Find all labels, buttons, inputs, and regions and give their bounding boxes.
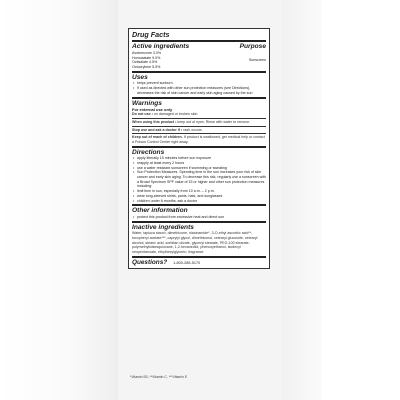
active-ingredient: Octisalate 4.5% [132, 60, 158, 65]
do-not-use-row: Do not use • on damaged or broken skin [132, 112, 198, 117]
footnote: *Vitamin B3, **Vitamin C, ***Vitamin E [130, 375, 188, 379]
active-ingredient: Homosalate 9.0% [132, 55, 161, 60]
external-use: For external use only [132, 107, 173, 113]
directions-list [132, 156, 266, 203]
list-item: • if used as directed with other sun protection measures (see Directions), decreases the risk of skin cancer and early skin aging caused by the sun [137, 86, 266, 95]
other-info-header: Other information [132, 207, 188, 215]
when-using-label: When using this product [132, 119, 175, 124]
divider [132, 146, 266, 148]
when-using-text: keep out of eyes. Rinse with water to remove. [177, 119, 251, 124]
questions-row [132, 259, 266, 266]
divider [132, 133, 266, 134]
divider [132, 204, 266, 206]
active-ingredient: Octocrylene 5.5% [132, 65, 161, 70]
purpose-value: Sunscreen [248, 58, 266, 63]
list-item: • children under 6 months: ask a doctor [137, 199, 266, 204]
divider [132, 256, 266, 258]
list-item: • protect this product from excessive heat and direct sun [137, 215, 266, 220]
do-not-use-text: on damaged or broken skin [153, 112, 198, 117]
warnings-header: Warnings [132, 99, 162, 107]
divider [132, 71, 266, 73]
divider [132, 221, 266, 223]
questions-phone: 1-800-285-5170 [173, 260, 201, 265]
inactive-text: Water, tapioca starch, dimethicone, niacinamide*, 3-O-ethyl ascorbic acid**, tocopheryl acetate***, caprylyl glycol, dimethiconol, cetearyl glucoside, cetearyl alcohol, stearic acid, sorbitan olivate, glyceryl stearate, PEG-100 stearate, polymethylsilsesquioxane, 1,2-hexanediol, phenoxyethanol, isodecyl neopentanoate, ethylhexylglycerin, fragrance [132, 231, 258, 254]
keep-out-row [132, 135, 266, 144]
carton-edge [282, 0, 322, 400]
uses-list [132, 81, 266, 95]
do-not-use-label: Do not use [132, 112, 151, 117]
list-item: • helps prevent sunburn [137, 81, 266, 86]
active-ingredients-header: Active ingredients [132, 43, 190, 51]
list-item: • limit time in sun, especially from 10 a.m. – 2 p.m. [137, 189, 266, 194]
active-ingredient: Avobenzone 3.0% [132, 51, 162, 55]
active-ingredients-list [132, 51, 266, 70]
list-item: • reapply at least every 2 hours [137, 161, 266, 166]
inactive-header: Inactive ingredients [132, 223, 194, 231]
divider [132, 126, 266, 127]
directions-header: Directions [132, 148, 165, 156]
keep-out-label: Keep out of reach of children. [132, 135, 183, 140]
other-info-list [132, 215, 266, 220]
list-item: • use a water resistant sunscreen if swimming or sweating [137, 166, 266, 171]
stop-use-label: Stop use and ask a doctor if [132, 127, 180, 132]
divider [132, 118, 266, 119]
list-item: • apply liberally 15 minutes before sun exposure [137, 156, 266, 161]
stop-use-row: Stop use and ask a doctor if • rash occurs [132, 127, 202, 132]
active-header-row [132, 43, 266, 51]
divider [132, 97, 266, 99]
divider [132, 40, 266, 42]
list-item: • Sun Protection Measures. Spending time in the sun increases your risk of skin cancer and early skin aging. To decrease this risk, regularly use a sunscreen with a Broad Spectrum SPF value of 15 or higher and other sun protection measures including: [137, 170, 266, 189]
questions-label: Questions? [132, 258, 168, 266]
keep-out-text: If product is swallowed, get medical help or contact a Poison Control Center right away. [132, 135, 265, 144]
drug-facts-title: Drug Facts [132, 30, 170, 39]
uses-header: Uses [132, 73, 148, 81]
background-left [0, 0, 118, 400]
drug-facts-panel [128, 28, 270, 269]
when-using-row: When using this product • keep out of eyes. Rinse with water to remove. [132, 119, 251, 124]
purpose-header: Purpose [239, 43, 266, 51]
list-item: • wear long-sleeved shirts, pants, hats, and sunglasses [137, 194, 266, 199]
stop-use-text: rash occurs [183, 127, 202, 132]
